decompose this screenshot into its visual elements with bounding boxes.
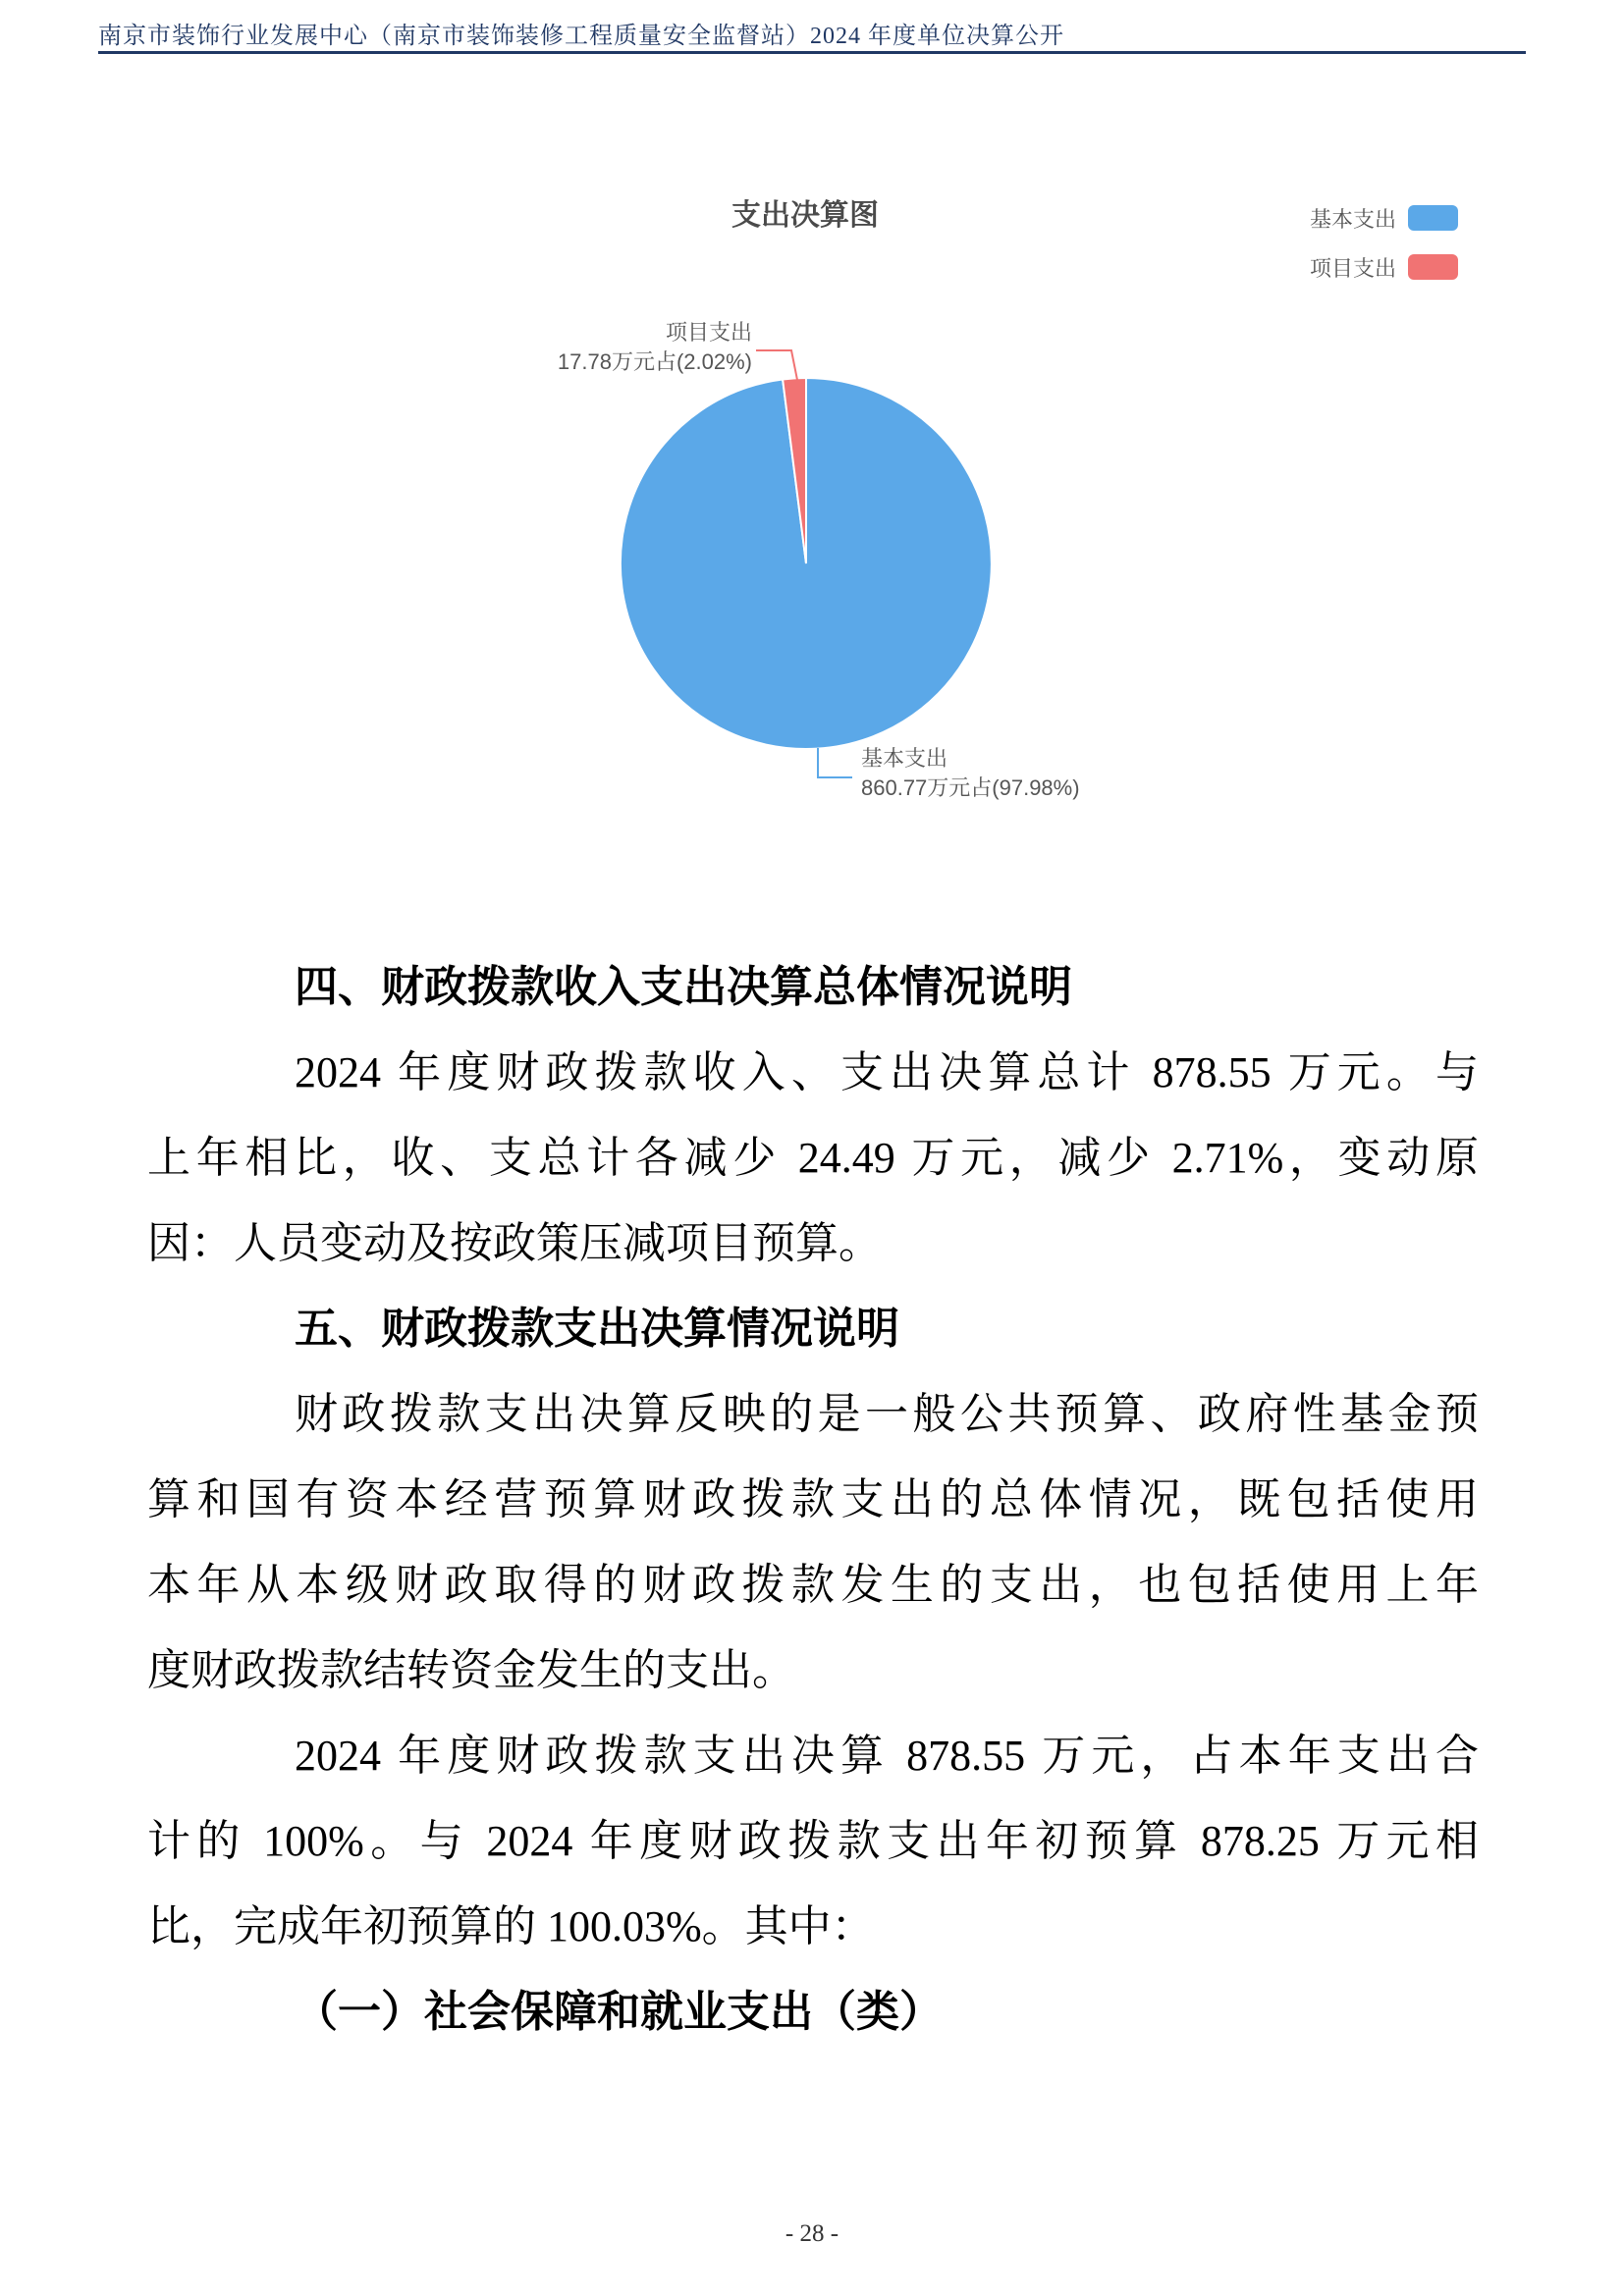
legend-swatch-basic-icon: [1408, 205, 1458, 231]
paragraph-line: 上年相比，收、支总计各减少 24.49 万元，减少 2.71%，变动原: [147, 1134, 1479, 1182]
pie-label-basic: [861, 744, 1080, 803]
section-heading-sub: （一）社会保障和就业支出（类）: [295, 1988, 943, 2036]
leader-line-project: [756, 350, 797, 380]
pie-label-project-value: 17.78万元占(2.02%): [557, 349, 752, 374]
paragraph-line: 比，完成年初预算的 100.03%。其中：: [147, 1902, 875, 1950]
paragraph-line: 本年从本级财政取得的财政拨款发生的支出，也包括使用上年: [147, 1561, 1479, 1609]
legend-label-basic: 基本支出: [1309, 206, 1396, 232]
legend-item-basic: [1306, 204, 1458, 232]
chart-title: 支出决算图: [731, 199, 879, 232]
section-heading-5: 五、财政拨款支出决算情况说明: [295, 1305, 899, 1353]
section-heading-4: 四、财政拨款收入支出决算总体情况说明: [295, 963, 1072, 1011]
paragraph-line: 因：人员变动及按政策压减项目预算。: [147, 1219, 882, 1267]
pie-label-basic-value: 860.77万元占(97.98%): [861, 775, 1080, 800]
paragraph-line: 度财政拨款结转资金发生的支出。: [147, 1646, 795, 1694]
paragraph-line: 算和国有资本经营预算财政拨款支出的总体情况，既包括使用: [147, 1475, 1479, 1523]
paragraph-line: 计的 100%。与 2024 年度财政拨款支出年初预算 878.25 万元相: [147, 1817, 1479, 1865]
pie-label-basic-name: 基本支出: [861, 746, 948, 771]
pie-label-project: [442, 318, 752, 377]
header-rule: [98, 51, 1526, 54]
document-body: [147, 944, 1479, 2055]
paragraph-line: 2024 年度财政拨款支出决算 878.55 万元，占本年支出合: [295, 1732, 1479, 1780]
legend-swatch-project-icon: [1408, 254, 1458, 280]
legend-item-project: [1306, 253, 1458, 281]
page-number: - 28 -: [785, 2220, 839, 2247]
legend-label-project: 项目支出: [1309, 255, 1396, 281]
leader-line-basic: [818, 748, 852, 777]
paragraph-line: 2024 年度财政拨款收入、支出决算总计 878.55 万元。与: [295, 1048, 1479, 1096]
pie-label-project-name: 项目支出: [665, 320, 752, 345]
paragraph-line: 财政拨款支出决算反映的是一般公共预算、政府性基金预: [295, 1390, 1479, 1438]
chart-legend: [1306, 204, 1458, 302]
document-header-title: 南京市装饰行业发展中心（南京市装饰装修工程质量安全监督站）2024 年度单位决算公开: [98, 24, 1064, 49]
